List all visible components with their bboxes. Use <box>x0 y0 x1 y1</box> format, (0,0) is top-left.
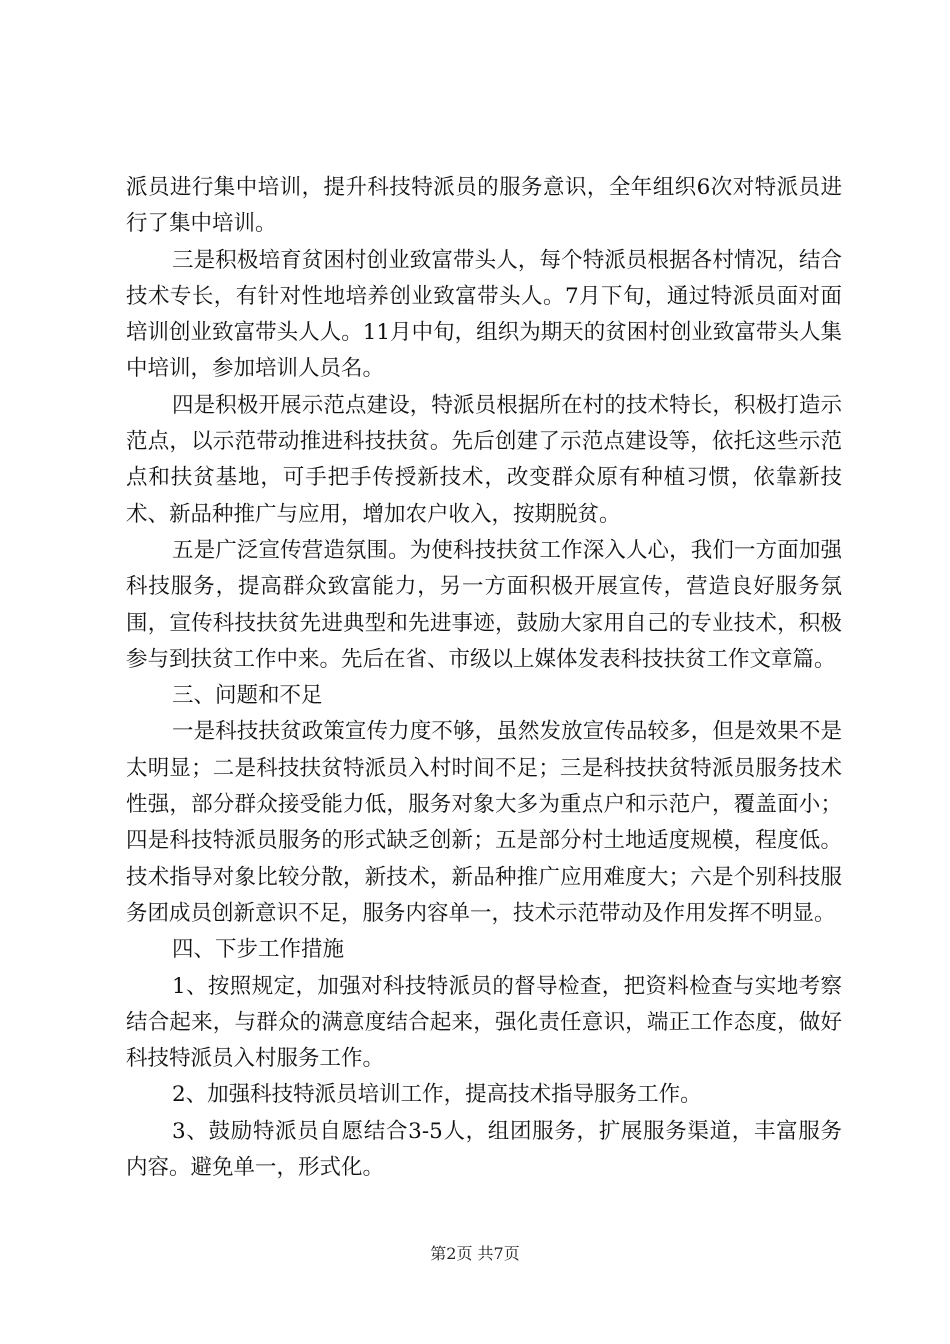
paragraph-demo-sites: 四是积极开展示范点建设，特派员根据所在村的技术特长，积极打造示范点，以示范带动推进科技扶贫。先后创建了示范点建设等，依托这些示范点和扶贫基地，可手把手传授新技术，改变群众原有种植习惯，依靠新技术、新品种推广与应用，增加农户收入，按期脱贫。 <box>126 392 842 527</box>
paragraph-publicity: 五是广泛宣传营造氛围。为使科技扶贫工作深入人心，我们一方面加强科技服务，提高群众致富能力，另一方面积极开展宣传，营造良好服务氛围，宣传科技扶贫先进典型和先进事迹，鼓励大家用自己的专业技术，积极参与到扶贫工作中来。先后在省、市级以上媒体发表科技扶贫工作文章篇。 <box>126 537 842 672</box>
section-heading-next-steps: 四、下步工作措施 <box>172 937 345 963</box>
page-number-label: 第2页 共7页 <box>430 1244 520 1263</box>
paragraph-step-3: 3、鼓励特派员自愿结合3-5人，组团服务，扩展服务渠道，丰富服务内容。避免单一，形式化。 <box>126 1118 842 1181</box>
paragraph-problems: 一是科技扶贫政策宣传力度不够，虽然发放宣传品较多，但是效果不是太明显；二是科技扶贫特派员入村时间不足；三是科技扶贫特派员服务技术性强，部分群众接受能力低，服务对象大多为重点户和示范户，覆盖面小；四是科技特派员服务的形式缺乏创新；五是部分村土地适度规模，程度低。技术指导对象比较分散，新技术，新品种推广应用难度大；六是个别科技服务团成员创新意识不足，服务内容单一，技术示范带动及作用发挥不明显。 <box>126 719 842 926</box>
paragraph-step-2: 2、加强科技特派员培训工作，提高技术指导服务工作。 <box>172 1082 702 1108</box>
paragraph-step-1: 1、按照规定，加强对科技特派员的督导检查，把资料检查与实地考察结合起来，与群众的满意度结合起来，强化责任意识，端正工作态度，做好科技特派员入村服务工作。 <box>126 973 842 1072</box>
paragraph-leaders: 三是积极培育贫困村创业致富带头人，每个特派员根据各村情况，结合技术专长，有针对性地培养创业致富带头人。7月下旬，通过特派员面对面培训创业致富带头人人。11月中旬，组织为期天的贫困村创业致富带头人集中培训，参加培训人员名。 <box>126 247 842 382</box>
paragraph-training-continued: 派员进行集中培训，提升科技特派员的服务意识，全年组织6次对特派员进行了集中培训。 <box>126 175 842 237</box>
section-heading-problems: 三、问题和不足 <box>172 683 323 709</box>
document-body <box>126 170 842 1186</box>
page-footer <box>0 1244 950 1264</box>
